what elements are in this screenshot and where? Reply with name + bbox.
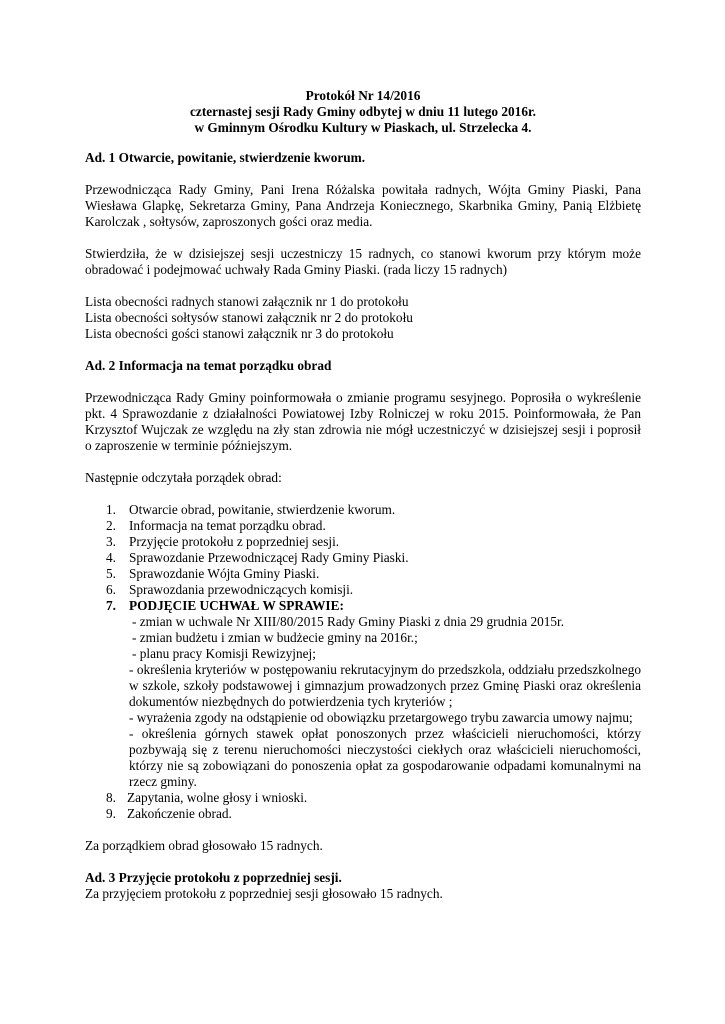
agenda-item-number: 8. — [106, 790, 116, 805]
attachment-1-note: Lista obecności radnych stanowi załącznik nr 1 do protokołu — [85, 294, 409, 309]
agenda-item-text: Zakończenie obrad. — [127, 806, 232, 821]
title-line-1: Protokół Nr 14/2016 — [305, 88, 421, 103]
agenda-item — [85, 582, 641, 598]
section-3-heading: Ad. 3 Przyjęcie protokołu z poprzedniej sesji. — [85, 870, 342, 885]
document-page — [85, 88, 641, 902]
section-2-heading: Ad. 2 Informacja na temat porządku obrad — [85, 358, 332, 373]
agenda-item-number: 2. — [106, 518, 116, 533]
agenda-item-text: Sprawozdania przewodniczących komisji. — [129, 582, 354, 597]
resolution-item: - zmian w uchwale Nr XIII/80/2015 Rady Gminy Piaski z dnia 29 grudnia 2015r. — [132, 614, 565, 629]
agenda-item — [85, 550, 641, 566]
resolution-item: - planu pracy Komisji Rewizyjnej; — [132, 646, 316, 661]
title-line-2: czternastej sesji Rady Gminy odbytej w dniu 11 lutego 2016r. — [190, 104, 536, 119]
title-line-3: w Gminnym Ośrodku Kultury w Piaskach, ul. Strzelecka 4. — [194, 120, 532, 135]
agenda-item-number: 5. — [106, 566, 116, 581]
section-1-heading: Ad. 1 Otwarcie, powitanie, stwierdzenie kworum. — [85, 150, 366, 165]
agenda-item — [85, 502, 641, 518]
resolution-item: - określenia górnych stawek opłat ponoszonych przez właścicieli nieruchomości, którzy pozbywają się z terenu nieruchomości nieczystości ciekłych oraz właścicieli nieruchomości, którzy nie są zobowiązani do ponoszenia opłat za gospodarowanie odpadami komunalnymi na rzecz gminy. — [129, 726, 641, 789]
agenda-item — [85, 566, 641, 582]
agenda-item-text: Otwarcie obrad, powitanie, stwierdzenie kworum. — [129, 502, 396, 517]
agenda-item-number: 3. — [106, 534, 116, 549]
agenda-item — [85, 518, 641, 534]
section-1-welcome-paragraph: Przewodnicząca Rady Gminy, Pani Irena Różalska powitała radnych, Wójta Gminy Piaski, Pana Wiesława Glapkę, Sekretarza Gminy, Pana Andrzeja Koniecznego, Skarbnika Gminy, Panią Elżbietę Karolczak , sołtysów, zaproszonych gości oraz media. — [85, 182, 641, 229]
agenda-item-text: Sprawozdanie Przewodniczącej Rady Gminy Piaski. — [129, 550, 409, 565]
agenda-item-text: Przyjęcie protokołu z poprzedniej sesji. — [129, 534, 340, 549]
agenda-item — [85, 806, 641, 822]
attachment-3-note: Lista obecności gości stanowi załącznik nr 3 do protokołu — [85, 326, 394, 341]
agenda-item-number: 7. — [106, 598, 116, 613]
agenda-item-resolutions — [85, 598, 641, 614]
agenda-item-text: Zapytania, wolne głosy i wnioski. — [127, 790, 308, 805]
agenda-item-text: Informacja na temat porządku obrad. — [129, 518, 326, 533]
agenda-item-number: 1. — [106, 502, 116, 517]
agenda-vote-result: Za porządkiem obrad głosowało 15 radnych. — [85, 838, 323, 853]
resolutions-sublist-container — [85, 614, 641, 790]
section-2-agenda-intro: Następnie odczytała porządek obrad: — [85, 470, 282, 485]
agenda-item-text: Sprawozdanie Wójta Gminy Piaski. — [129, 566, 320, 581]
agenda-item-number: 9. — [106, 806, 116, 821]
section-1-quorum-paragraph: Stwierdziła, że w dzisiejszej sesji uczestniczy 15 radnych, co stanowi kworum przy którym może obradować i podejmować uchwały Rada Gminy Piaski. (rada liczy 15 radnych) — [85, 246, 641, 277]
attachment-2-note: Lista obecności sołtysów stanowi załącznik nr 2 do protokołu — [85, 310, 413, 325]
agenda-item — [85, 534, 641, 550]
resolutions-sublist — [129, 614, 641, 790]
section-3-vote-result: Za przyjęciem protokołu z poprzedniej sesji głosowało 15 radnych. — [85, 886, 443, 901]
agenda-list — [85, 502, 641, 790]
agenda-item-text: PODJĘCIE UCHWAŁ W SPRAWIE: — [129, 598, 344, 613]
agenda-item-number: 4. — [106, 550, 116, 565]
resolution-item: - wyrażenia zgody na odstąpienie od obowiązku przetargowego trybu zawarcia umowy najmu; — [129, 710, 633, 725]
document-title — [85, 88, 641, 136]
agenda-item-number: 6. — [106, 582, 116, 597]
resolution-item: - zmian budżetu i zmian w budżecie gminy na 2016r.; — [132, 630, 418, 645]
resolution-item: - określenia kryteriów w postępowaniu rekrutacyjnym do przedszkola, oddziału przedszkolnego w szkole, szkoły podstawowej i gimnazjum prowadzonych przez Gminę Piaski oraz określenia dokumentów niezbędnych do potwierdzenia tych kryteriów ; — [129, 662, 641, 709]
agenda-item — [85, 790, 641, 806]
section-2-info-paragraph: Przewodnicząca Rady Gminy poinformowała o zmianie programu sesyjnego. Poprosiła o wykreślenie pkt. 4 Sprawozdanie z działalności Powiatowej Izby Rolniczej w roku 2015. Poinformowała, że Pan Krzysztof Wujczak ze względu na zły stan zdrowia nie mógł uczestniczyć w dzisiejszej sesji i poprosił o zaproszenie w terminie późniejszym. — [85, 390, 641, 453]
